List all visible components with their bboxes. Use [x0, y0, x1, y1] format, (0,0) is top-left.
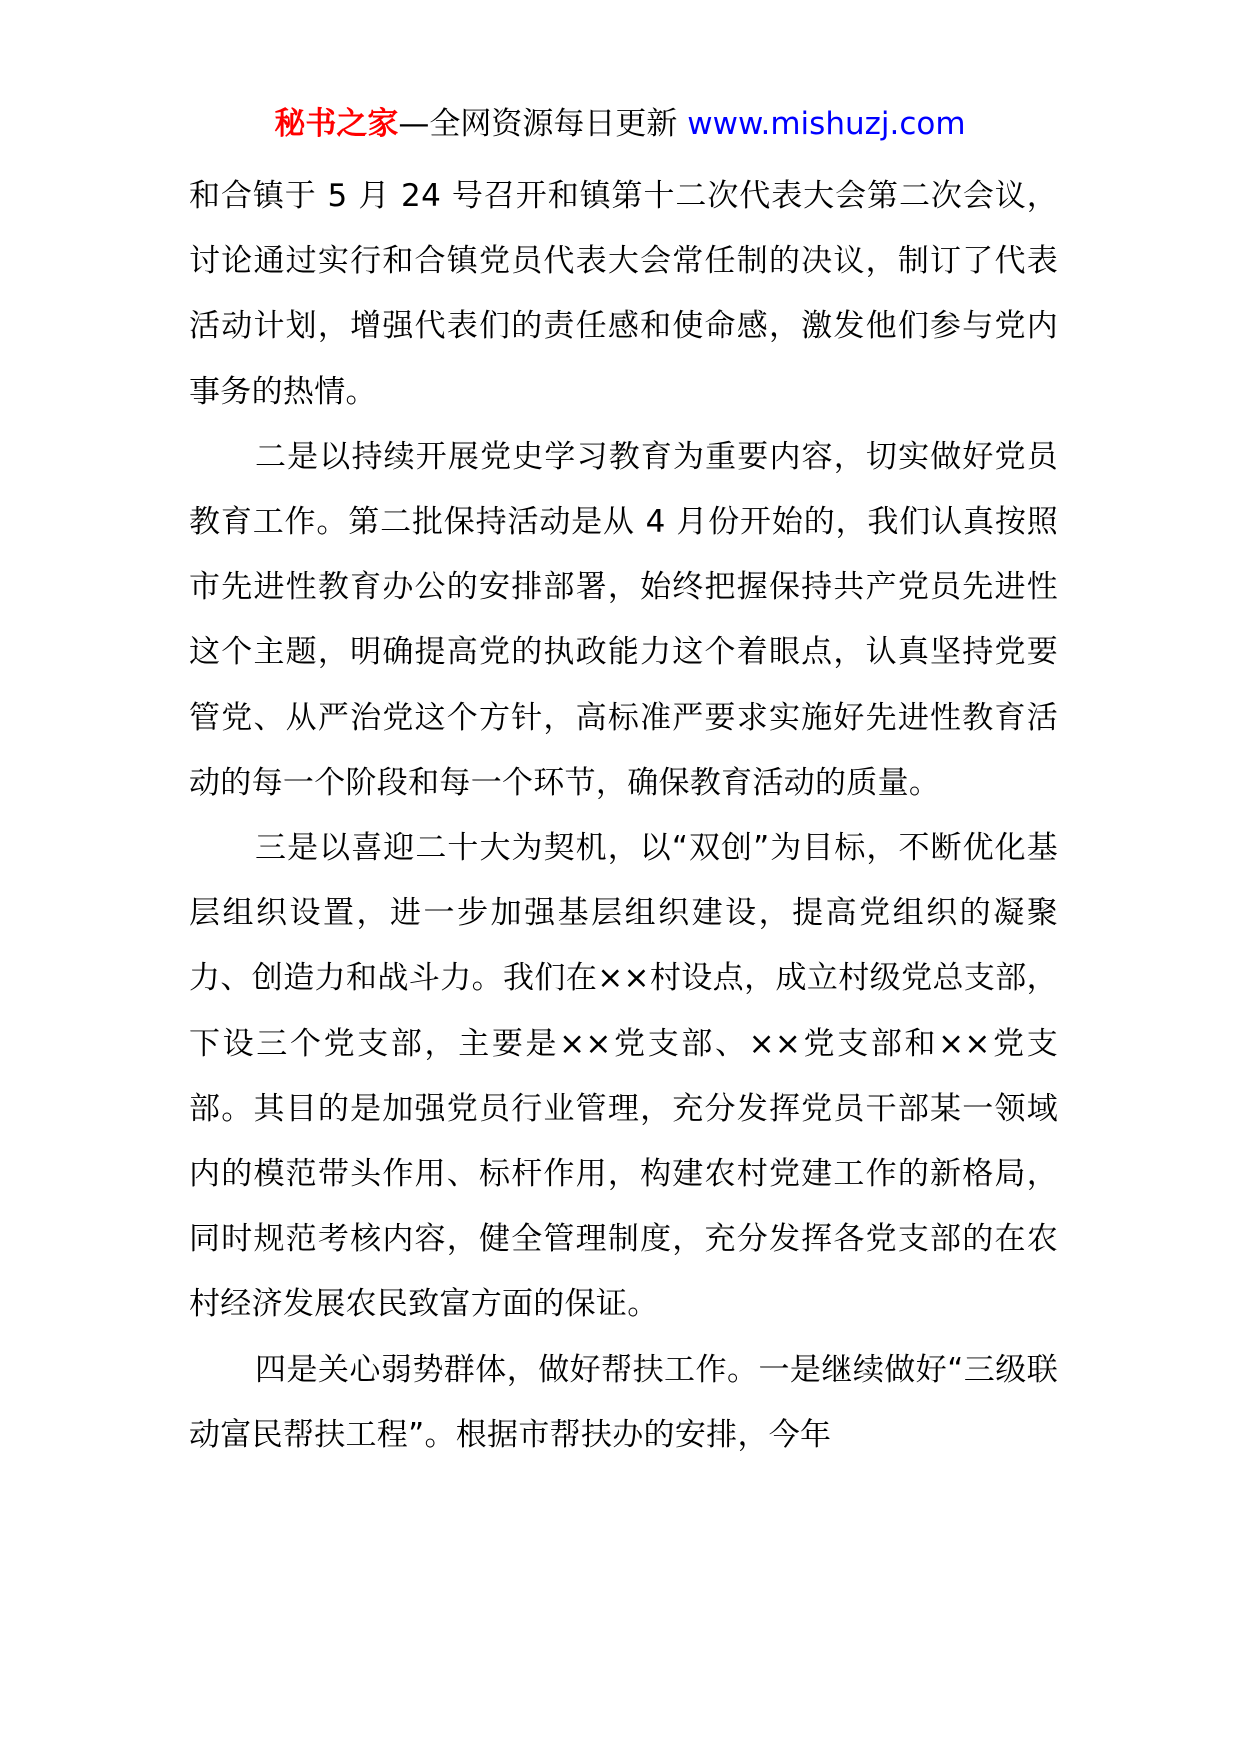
paragraph: 四是关心弱势群体，做好帮扶工作。一是继续做好“三级联动富民帮扶工程”。根据市帮扶办的安排，今年 [189, 1351, 1058, 1453]
page-header [0, 98, 1240, 150]
header-brand: 秘书之家 [274, 106, 399, 142]
paragraph: 和合镇于 5 月 24 号召开和镇第十二次代表大会第二次会议，讨论通过实行和合镇党员代表大会常任制的决议，制订了代表活动计划，增强代表们的责任感和使命感，激发他们参与党内事务的热情。 [189, 178, 1058, 410]
header-tagline: —全网资源每日更新 [398, 106, 688, 142]
document-body [189, 164, 1058, 1468]
paragraph: 二是以持续开展党史学习教育为重要内容，切实做好党员教育工作。第二批保持活动是从 4 月份开始的，我们认真按照市先进性教育办公的安排部署，始终把握保持共产党员先进性这个主题，明确提高党的执政能力这个着眼点，认真坚持党要管党、从严治党这个方针，高标准严要求实施好先进性教育活动的每一个阶段和每一个环节，确保教育活动的质量。 [189, 438, 1058, 801]
header-url-link[interactable]: www.mishuzj.com [687, 106, 966, 142]
paragraph: 三是以喜迎二十大为契机，以“双创”为目标，不断优化基层组织设置，进一步加强基层组织建设，提高党组织的凝聚力、创造力和战斗力。我们在××村设点，成立村级党总支部，下设三个党支部，主要是××党支部、××党支部和××党支部。其目的是加强党员行业管理，充分发挥党员干部某一领域内的模范带头作用、标杆作用，构建农村党建工作的新格局，同时规范考核内容，健全管理制度，充分发挥各党支部的在农村经济发展农民致富方面的保证。 [189, 830, 1058, 1323]
